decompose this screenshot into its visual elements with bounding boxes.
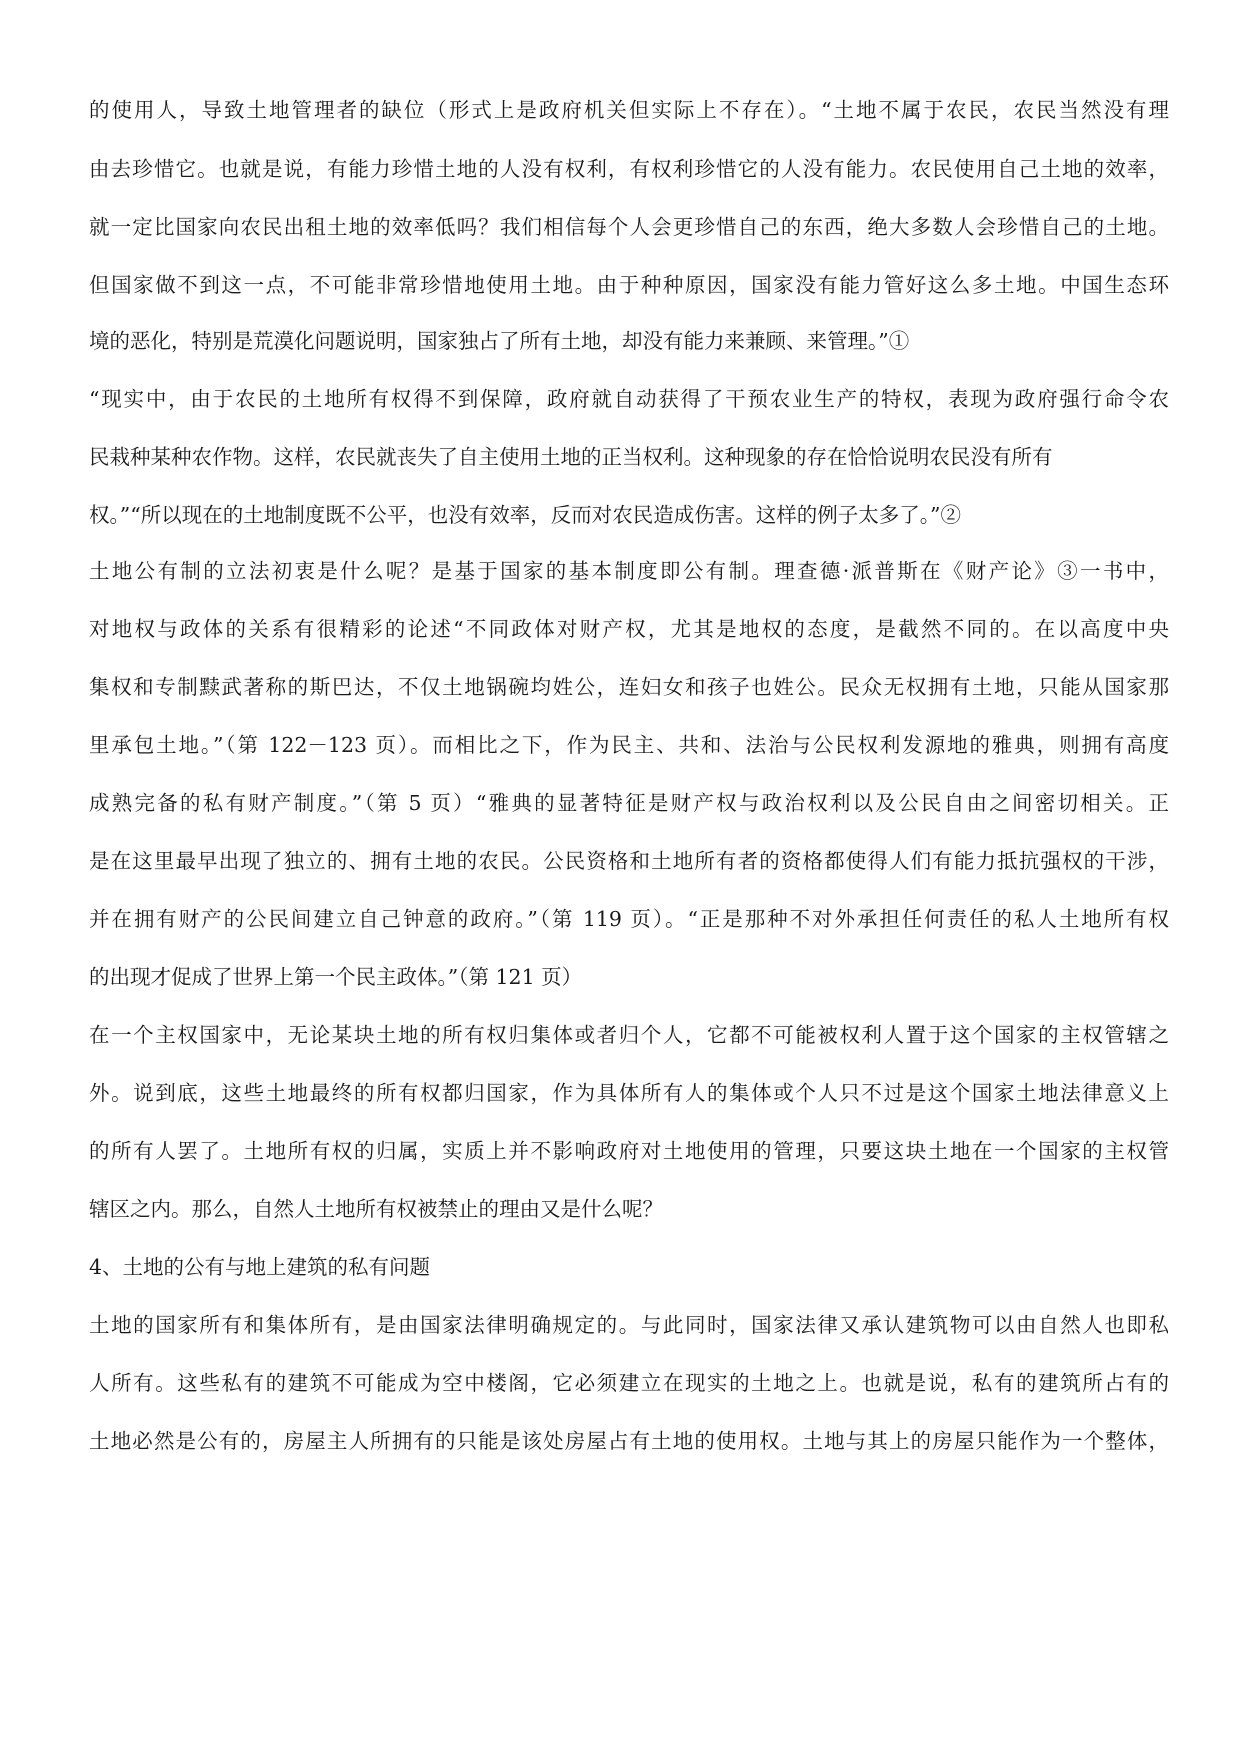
text-line: 是在这里最早出现了独立的、拥有土地的农民。公民资格和土地所有者的资格都使得人们有能力抵抗强权的干涉， xyxy=(89,849,1169,873)
text-line: 里承包土地。”（第 122－123 页）。而相比之下，作为民主、共和、法治与公民权利发源地的雅典，则拥有高度 xyxy=(89,733,1169,757)
text-line: 在一个主权国家中，无论某块土地的所有权归集体或者归个人，它都不可能被权利人置于这个国家的主权管辖之 xyxy=(89,1023,1169,1047)
text-line: 人所有。这些私有的建筑不可能成为空中楼阁，它必须建立在现实的土地之上。也就是说，私有的建筑所占有的 xyxy=(89,1371,1169,1395)
text-line: 并在拥有财产的公民间建立自己钟意的政府。”（第 119 页）。“正是那种不对外承担任何责任的私人土地所有权 xyxy=(89,907,1169,931)
text-line: 的使用人，导致土地管理者的缺位（形式上是政府机关但实际上不存在）。“土地不属于农民，农民当然没有理 xyxy=(89,98,1169,122)
text-line: 的出现才促成了世界上第一个民主政体。”（第 121 页） xyxy=(89,965,583,989)
text-line: 由去珍惜它。也就是说，有能力珍惜土地的人没有权利，有权利珍惜它的人没有能力。农民使用自己土地的效率， xyxy=(89,157,1169,181)
text-line: 境的恶化，特别是荒漠化问题说明，国家独占了所有土地，却没有能力来兼顾、来管理。”① xyxy=(89,329,910,353)
text-line: 就一定比国家向农民出租土地的效率低吗？我们相信每个人会更珍惜自己的东西，绝大多数人会珍惜自己的土地。 xyxy=(89,215,1169,239)
text-line: 民栽种某种农作物。这样，农民就丧失了自主使用土地的正当权利。这种现象的存在恰恰说明农民没有所有 xyxy=(89,445,1053,469)
text-line: 成熟完备的私有财产制度。”（第 5 页）“雅典的显著特征是财产权与政治权利以及公民自由之间密切相关。正 xyxy=(89,791,1169,815)
text-line: “现实中，由于农民的土地所有权得不到保障，政府就自动获得了干预农业生产的特权，表现为政府强行命令农 xyxy=(89,387,1169,411)
text-line: 但国家做不到这一点，不可能非常珍惜地使用土地。由于种种原因，国家没有能力管好这么多土地。中国生态环 xyxy=(89,273,1169,297)
section-heading: 4、土地的公有与地上建筑的私有问题 xyxy=(89,1255,431,1279)
text-line: 辖区之内。那么，自然人土地所有权被禁止的理由又是什么呢？ xyxy=(89,1197,663,1221)
text-line: 外。说到底，这些土地最终的所有权都归国家，作为具体所有人的集体或个人只不过是这个国家土地法律意义上 xyxy=(89,1081,1169,1105)
text-line: 土地必然是公有的，房屋主人所拥有的只能是该处房屋占有土地的使用权。土地与其上的房屋只能作为一个整体， xyxy=(89,1429,1169,1453)
text-line: 的所有人罢了。土地所有权的归属，实质上并不影响政府对土地使用的管理，只要这块土地在一个国家的主权管 xyxy=(89,1139,1169,1163)
text-line: 集权和专制黩武著称的斯巴达，不仅土地锅碗均姓公，连妇女和孩子也姓公。民众无权拥有土地，只能从国家那 xyxy=(89,675,1169,699)
text-line: 土地的国家所有和集体所有，是由国家法律明确规定的。与此同时，国家法律又承认建筑物可以由自然人也即私 xyxy=(89,1313,1169,1337)
text-line: 对地权与政体的关系有很精彩的论述“不同政体对财产权，尤其是地权的态度，是截然不同的。在以高度中央 xyxy=(89,617,1169,641)
text-line: 权。”“所以现在的土地制度既不公平，也没有效率，反而对农民造成伤害。这样的例子太多了。”② xyxy=(89,503,961,527)
text-line: 土地公有制的立法初衷是什么呢？是基于国家的基本制度即公有制。理查德·派普斯在《财产论》③一书中， xyxy=(89,559,1169,583)
